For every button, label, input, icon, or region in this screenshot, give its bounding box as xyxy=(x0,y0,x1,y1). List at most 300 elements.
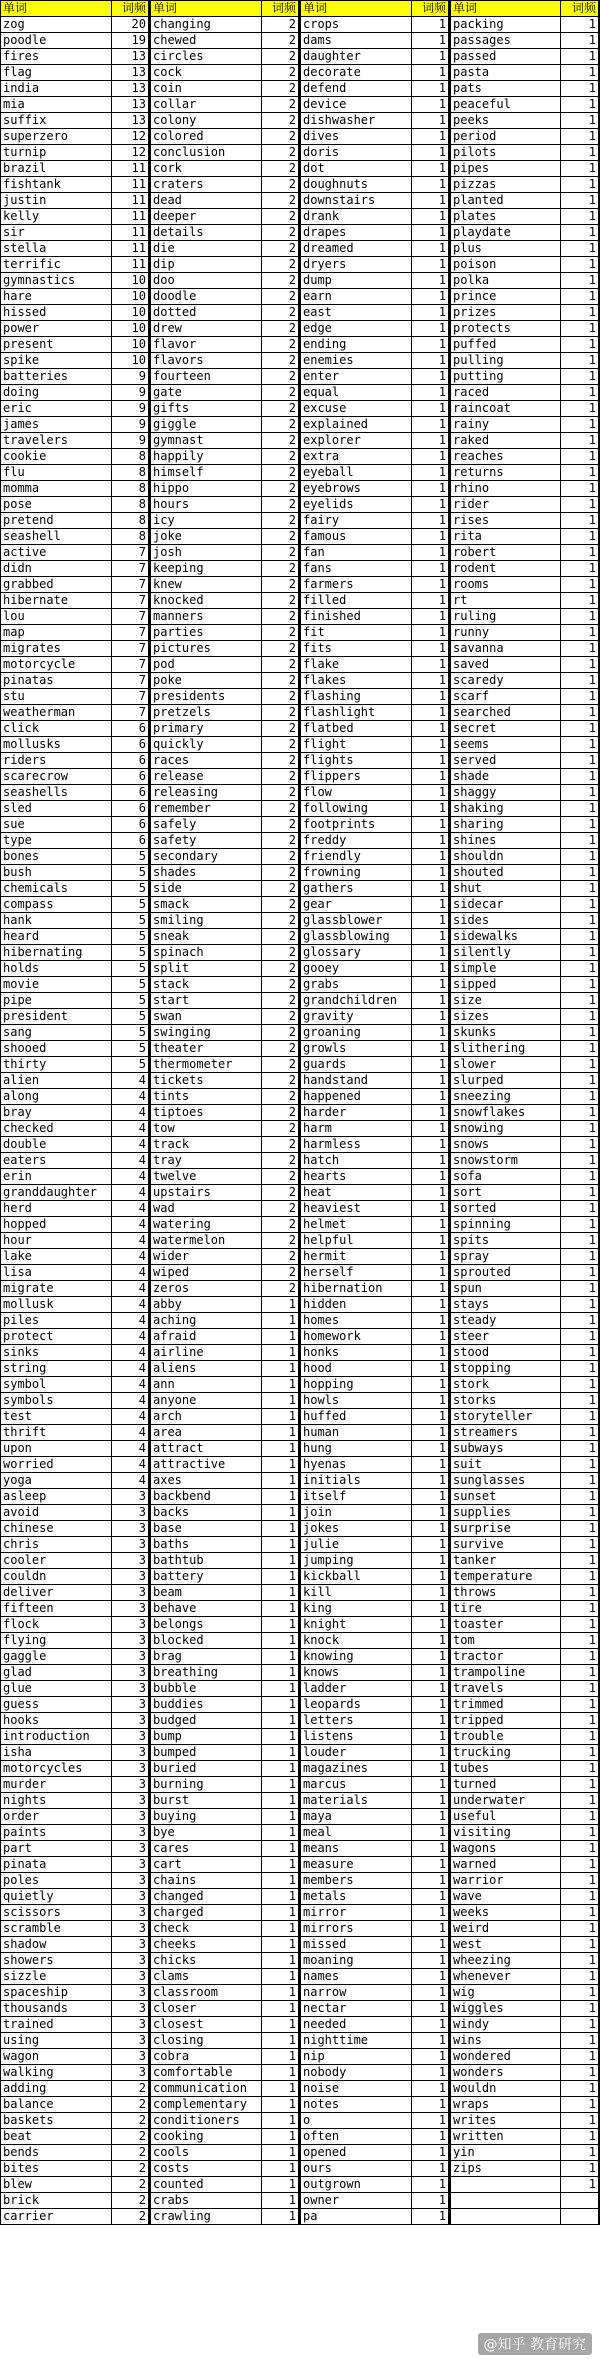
word-cell: riders xyxy=(1,753,112,769)
table-row xyxy=(1,1745,149,1761)
frequency-cell: 1 xyxy=(261,1313,298,1329)
table-row xyxy=(151,145,299,161)
frequency-cell: 1 xyxy=(411,1873,448,1889)
table-row xyxy=(451,2113,599,2129)
table-row xyxy=(1,1009,149,1025)
word-cell: walking xyxy=(1,2065,112,2081)
word-cell: sneezing xyxy=(451,1089,561,1105)
table-row xyxy=(1,1729,149,1745)
table-row xyxy=(301,929,449,945)
word-cell: release xyxy=(151,769,262,785)
frequency-cell: 1 xyxy=(561,1841,599,1857)
frequency-cell: 1 xyxy=(261,1425,298,1441)
table-row xyxy=(151,1121,299,1137)
frequency-cell: 1 xyxy=(411,1569,448,1585)
table-row xyxy=(301,177,449,193)
word-cell: howls xyxy=(301,1393,412,1409)
word-cell: nectar xyxy=(301,2001,412,2017)
table-row xyxy=(451,1857,599,1873)
word-cell: checked xyxy=(1,1121,112,1137)
word-cell: hopped xyxy=(1,1217,112,1233)
table-row xyxy=(301,993,449,1009)
table-row xyxy=(301,1265,449,1281)
frequency-cell: 11 xyxy=(111,193,148,209)
word-cell: wraps xyxy=(451,2097,561,2113)
word-cell: hidden xyxy=(301,1297,412,1313)
table-row xyxy=(451,1489,599,1505)
word-cell: hearts xyxy=(301,1169,412,1185)
table-row xyxy=(301,1825,449,1841)
word-cell: hopping xyxy=(301,1377,412,1393)
header-frequency: 词频 xyxy=(411,1,448,17)
word-cell: friendly xyxy=(301,849,412,865)
header-frequency: 词频 xyxy=(561,1,599,17)
word-cell: slurped xyxy=(451,1073,561,1089)
table-row xyxy=(151,193,299,209)
word-cell: attract xyxy=(151,1441,262,1457)
word-cell: wheezing xyxy=(451,1953,561,1969)
table-row xyxy=(451,1473,599,1489)
word-cell: passed xyxy=(451,49,561,65)
frequency-cell: 1 xyxy=(561,1249,599,1265)
word-cell: introduction xyxy=(1,1729,112,1745)
frequency-cell: 1 xyxy=(261,1633,298,1649)
frequency-cell: 1 xyxy=(561,1777,599,1793)
word-cell: protects xyxy=(451,321,561,337)
table-row xyxy=(1,385,149,401)
word-cell: bubble xyxy=(151,1681,262,1697)
table-row xyxy=(151,833,299,849)
frequency-cell: 1 xyxy=(411,2113,448,2129)
word-cell: meal xyxy=(301,1825,412,1841)
table-row xyxy=(301,129,449,145)
table-row xyxy=(1,225,149,241)
table-row xyxy=(151,561,299,577)
table-row xyxy=(151,1649,299,1665)
frequency-cell: 5 xyxy=(111,961,148,977)
frequency-cell: 7 xyxy=(111,657,148,673)
table-row xyxy=(151,1617,299,1633)
word-cell: dotted xyxy=(151,305,262,321)
word-cell: earn xyxy=(301,289,412,305)
word-cell: start xyxy=(151,993,262,1009)
word-cell: theater xyxy=(151,1041,262,1057)
table-row xyxy=(301,1569,449,1585)
frequency-cell: 1 xyxy=(261,1569,298,1585)
table-row xyxy=(1,1601,149,1617)
word-cell: eyeball xyxy=(301,465,412,481)
frequency-cell: 1 xyxy=(561,673,599,689)
frequency-cell: 1 xyxy=(411,737,448,753)
table-row xyxy=(301,1153,449,1169)
frequency-cell: 4 xyxy=(111,1409,148,1425)
frequency-cell: 1 xyxy=(561,513,599,529)
word-cell: east xyxy=(301,305,412,321)
table-row xyxy=(1,1297,149,1313)
word-cell: drank xyxy=(301,209,412,225)
table-row xyxy=(301,1745,449,1761)
table-row xyxy=(151,1889,299,1905)
table-row xyxy=(151,1569,299,1585)
word-cell: paints xyxy=(1,1825,112,1841)
word-cell: twelve xyxy=(151,1169,262,1185)
frequency-cell: 3 xyxy=(111,1857,148,1873)
word-cell: subways xyxy=(451,1441,561,1457)
frequency-cell: 2 xyxy=(261,1281,298,1297)
frequency-cell: 2 xyxy=(261,449,298,465)
word-cell: enter xyxy=(301,369,412,385)
word-cell: wins xyxy=(451,2033,561,2049)
frequency-cell: 4 xyxy=(111,1441,148,1457)
word-cell: gaggle xyxy=(1,1649,112,1665)
table-row xyxy=(451,177,599,193)
word-cell: sizzle xyxy=(1,1969,112,1985)
word-cell: travelers xyxy=(1,433,112,449)
frequency-cell: 2 xyxy=(261,433,298,449)
word-cell: mollusks xyxy=(1,737,112,753)
word-cell: parties xyxy=(151,625,262,641)
word-cell: closest xyxy=(151,2017,262,2033)
frequency-cell: 2 xyxy=(261,769,298,785)
frequency-cell: 1 xyxy=(561,305,599,321)
word-cell: bray xyxy=(1,1105,112,1121)
frequency-cell: 2 xyxy=(261,593,298,609)
word-cell: watermelon xyxy=(151,1233,262,1249)
table-row xyxy=(301,673,449,689)
word-cell: beam xyxy=(151,1585,262,1601)
table-row xyxy=(301,1777,449,1793)
table-row xyxy=(1,1345,149,1361)
table-row xyxy=(451,1921,599,1937)
table-row xyxy=(1,769,149,785)
table-row xyxy=(301,1057,449,1073)
frequency-cell: 2 xyxy=(261,465,298,481)
frequency-cell: 1 xyxy=(411,833,448,849)
word-cell: snows xyxy=(451,1137,561,1153)
word-cell: gravity xyxy=(301,1009,412,1025)
table-row xyxy=(1,833,149,849)
table-row xyxy=(301,385,449,401)
word-cell: shadow xyxy=(1,1937,112,1953)
column-group-3 xyxy=(300,0,450,2225)
frequency-cell: 1 xyxy=(411,2129,448,2145)
table-row xyxy=(301,1553,449,1569)
table-row xyxy=(451,2049,599,2065)
table-row xyxy=(151,577,299,593)
frequency-cell: 2 xyxy=(261,1009,298,1025)
table-row xyxy=(1,145,149,161)
word-cell: silently xyxy=(451,945,561,961)
table-row xyxy=(451,961,599,977)
table-row xyxy=(151,1265,299,1281)
table-row xyxy=(151,1489,299,1505)
word-cell: power xyxy=(1,321,112,337)
frequency-cell: 5 xyxy=(111,1041,148,1057)
frequency-cell: 1 xyxy=(411,513,448,529)
frequency-cell: 3 xyxy=(111,2001,148,2017)
table-row xyxy=(151,401,299,417)
word-cell: happily xyxy=(151,449,262,465)
frequency-cell: 1 xyxy=(561,1009,599,1025)
frequency-cell: 7 xyxy=(111,641,148,657)
table-row xyxy=(151,1537,299,1553)
word-cell: fairy xyxy=(301,513,412,529)
table-row xyxy=(151,385,299,401)
table-row xyxy=(451,529,599,545)
word-cell: knowing xyxy=(301,1649,412,1665)
frequency-cell: 1 xyxy=(411,993,448,1009)
word-cell: wad xyxy=(151,1201,262,1217)
frequency-cell: 2 xyxy=(261,881,298,897)
word-cell: stella xyxy=(1,241,112,257)
frequency-cell: 1 xyxy=(561,1537,599,1553)
table-row xyxy=(451,657,599,673)
frequency-cell: 2 xyxy=(111,2145,148,2161)
table-row xyxy=(151,1681,299,1697)
table-row xyxy=(151,1105,299,1121)
frequency-cell: 1 xyxy=(411,1889,448,1905)
table-row xyxy=(451,81,599,97)
table-row xyxy=(301,2097,449,2113)
word-cell: gymnastics xyxy=(1,273,112,289)
table-row xyxy=(301,1361,449,1377)
table-row xyxy=(301,785,449,801)
frequency-cell: 1 xyxy=(411,1265,448,1281)
table-row xyxy=(451,385,599,401)
frequency-cell: 1 xyxy=(411,1249,448,1265)
table-row xyxy=(1,1057,149,1073)
frequency-cell: 1 xyxy=(411,1185,448,1201)
table-row xyxy=(151,433,299,449)
frequency-cell: 1 xyxy=(261,1809,298,1825)
frequency-cell: 1 xyxy=(561,1217,599,1233)
frequency-cell: 1 xyxy=(261,2145,298,2161)
frequency-cell: 9 xyxy=(111,433,148,449)
table-row xyxy=(1,1249,149,1265)
word-cell: smack xyxy=(151,897,262,913)
header-word: 单词 xyxy=(1,1,112,17)
frequency-cell: 1 xyxy=(561,1569,599,1585)
word-cell: thirty xyxy=(1,1057,112,1073)
frequency-cell: 1 xyxy=(411,353,448,369)
table-row xyxy=(451,1633,599,1649)
watermark: @知乎 教育研究 xyxy=(478,2333,592,2355)
word-cell: doughnuts xyxy=(301,177,412,193)
table-row xyxy=(1,1073,149,1089)
word-cell: base xyxy=(151,1521,262,1537)
word-cell: motorcycles xyxy=(1,1761,112,1777)
table-row xyxy=(301,1921,449,1937)
word-cell: missed xyxy=(301,1937,412,1953)
word-cell: initials xyxy=(301,1473,412,1489)
frequency-cell: 1 xyxy=(561,865,599,881)
frequency-cell: 3 xyxy=(111,1649,148,1665)
frequency-cell: 1 xyxy=(261,1953,298,1969)
frequency-cell: 1 xyxy=(411,673,448,689)
word-cell: colored xyxy=(151,129,262,145)
frequency-cell: 1 xyxy=(411,2065,448,2081)
word-cell: footprints xyxy=(301,817,412,833)
frequency-cell: 1 xyxy=(411,2097,448,2113)
word-cell: puffed xyxy=(451,337,561,353)
word-cell: tripped xyxy=(451,1713,561,1729)
table-row xyxy=(1,497,149,513)
word-cell: flake xyxy=(301,657,412,673)
table-row xyxy=(451,337,599,353)
frequency-cell: 1 xyxy=(411,1121,448,1137)
table-row xyxy=(151,321,299,337)
word-cell: bends xyxy=(1,2145,112,2161)
frequency-cell: 7 xyxy=(111,561,148,577)
word-cell: glad xyxy=(1,1665,112,1681)
frequency-cell: 4 xyxy=(111,1105,148,1121)
word-cell: stork xyxy=(451,1377,561,1393)
table-row xyxy=(1,17,149,33)
word-cell: king xyxy=(301,1601,412,1617)
header-row xyxy=(301,1,449,17)
header-frequency: 词频 xyxy=(261,1,298,17)
frequency-cell: 1 xyxy=(411,241,448,257)
frequency-cell: 1 xyxy=(561,1473,599,1489)
table-row xyxy=(1,1281,149,1297)
word-cell: deeper xyxy=(151,209,262,225)
table-row xyxy=(1,721,149,737)
table-row xyxy=(301,1537,449,1553)
table-row xyxy=(451,1537,599,1553)
table-row xyxy=(301,849,449,865)
word-cell: colony xyxy=(151,113,262,129)
table-row xyxy=(1,1313,149,1329)
frequency-cell: 1 xyxy=(411,1617,448,1633)
word-cell: secret xyxy=(451,721,561,737)
word-cell: superzero xyxy=(1,129,112,145)
word-cell: notes xyxy=(301,2097,412,2113)
table-row xyxy=(151,353,299,369)
word-cell xyxy=(451,2208,561,2224)
frequency-cell: 6 xyxy=(111,833,148,849)
word-cell: airline xyxy=(151,1345,262,1361)
table-row xyxy=(151,1553,299,1569)
word-cell: served xyxy=(451,753,561,769)
word-cell: planted xyxy=(451,193,561,209)
frequency-cell: 2 xyxy=(111,2129,148,2145)
table-row xyxy=(1,1537,149,1553)
word-cell: stays xyxy=(451,1297,561,1313)
word-cell: decorate xyxy=(301,65,412,81)
frequency-cell: 4 xyxy=(111,1185,148,1201)
table-row xyxy=(1,1265,149,1281)
word-cell: moaning xyxy=(301,1953,412,1969)
word-cell: arch xyxy=(151,1409,262,1425)
table-row xyxy=(451,417,599,433)
word-cell: opened xyxy=(301,2145,412,2161)
table-row xyxy=(151,289,299,305)
frequency-cell: 1 xyxy=(561,417,599,433)
table-row xyxy=(301,1617,449,1633)
table-row xyxy=(451,993,599,1009)
frequency-cell: 4 xyxy=(111,1377,148,1393)
frequency-cell: 1 xyxy=(561,1985,599,2001)
frequency-cell: 1 xyxy=(561,1873,599,1889)
frequency-cell: 11 xyxy=(111,241,148,257)
frequency-cell: 1 xyxy=(261,1617,298,1633)
word-cell: whenever xyxy=(451,1969,561,1985)
word-cell: shines xyxy=(451,833,561,849)
word-cell: mirror xyxy=(301,1905,412,1921)
table-row xyxy=(451,689,599,705)
word-cell: pod xyxy=(151,657,262,673)
frequency-cell: 1 xyxy=(561,1265,599,1281)
frequency-cell: 1 xyxy=(561,1409,599,1425)
table-row xyxy=(301,33,449,49)
frequency-cell: 1 xyxy=(411,977,448,993)
frequency-cell: 1 xyxy=(561,1457,599,1473)
word-cell: magazines xyxy=(301,1761,412,1777)
word-cell: helpful xyxy=(301,1233,412,1249)
table-row xyxy=(1,1425,149,1441)
word-cell: cooking xyxy=(151,2129,262,2145)
word-cell: hissed xyxy=(1,305,112,321)
word-cell: stack xyxy=(151,977,262,993)
word-cell: wave xyxy=(451,1889,561,1905)
frequency-cell: 1 xyxy=(411,305,448,321)
table-row xyxy=(301,1281,449,1297)
frequency-cell: 1 xyxy=(561,2113,599,2129)
frequency-cell: 1 xyxy=(411,561,448,577)
frequency-cell: 7 xyxy=(111,545,148,561)
word-cell: shouted xyxy=(451,865,561,881)
word-cell: costs xyxy=(151,2161,262,2177)
table-row xyxy=(301,1873,449,1889)
table-row xyxy=(451,913,599,929)
table-row xyxy=(1,673,149,689)
frequency-cell: 1 xyxy=(561,1761,599,1777)
frequency-cell: 2 xyxy=(261,945,298,961)
table-row xyxy=(151,881,299,897)
frequency-cell: 7 xyxy=(111,577,148,593)
table-row xyxy=(1,113,149,129)
frequency-cell: 1 xyxy=(411,913,448,929)
word-cell: chemicals xyxy=(1,881,112,897)
frequency-cell: 1 xyxy=(411,401,448,417)
table-row xyxy=(301,1345,449,1361)
table-row xyxy=(151,1393,299,1409)
table-row xyxy=(151,81,299,97)
word-cell: measure xyxy=(301,1857,412,1873)
table-row xyxy=(1,1521,149,1537)
frequency-cell: 1 xyxy=(561,449,599,465)
word-cell: pose xyxy=(1,497,112,513)
word-cell: dives xyxy=(301,129,412,145)
table-row xyxy=(301,1025,449,1041)
word-cell: pinata xyxy=(1,1857,112,1873)
word-cell: fits xyxy=(301,641,412,657)
frequency-cell: 1 xyxy=(561,1329,599,1345)
table-row xyxy=(1,929,149,945)
word-cell: doodle xyxy=(151,289,262,305)
frequency-cell: 1 xyxy=(561,1617,599,1633)
table-row xyxy=(301,1009,449,1025)
header-frequency: 词频 xyxy=(111,1,148,17)
frequency-cell: 1 xyxy=(561,1713,599,1729)
frequency-cell: 1 xyxy=(261,1649,298,1665)
word-cell: sofa xyxy=(451,1169,561,1185)
frequency-cell: 10 xyxy=(111,289,148,305)
word-cell: chicks xyxy=(151,1953,262,1969)
frequency-cell: 1 xyxy=(411,49,448,65)
word-cell: behave xyxy=(151,1601,262,1617)
table-row xyxy=(301,881,449,897)
